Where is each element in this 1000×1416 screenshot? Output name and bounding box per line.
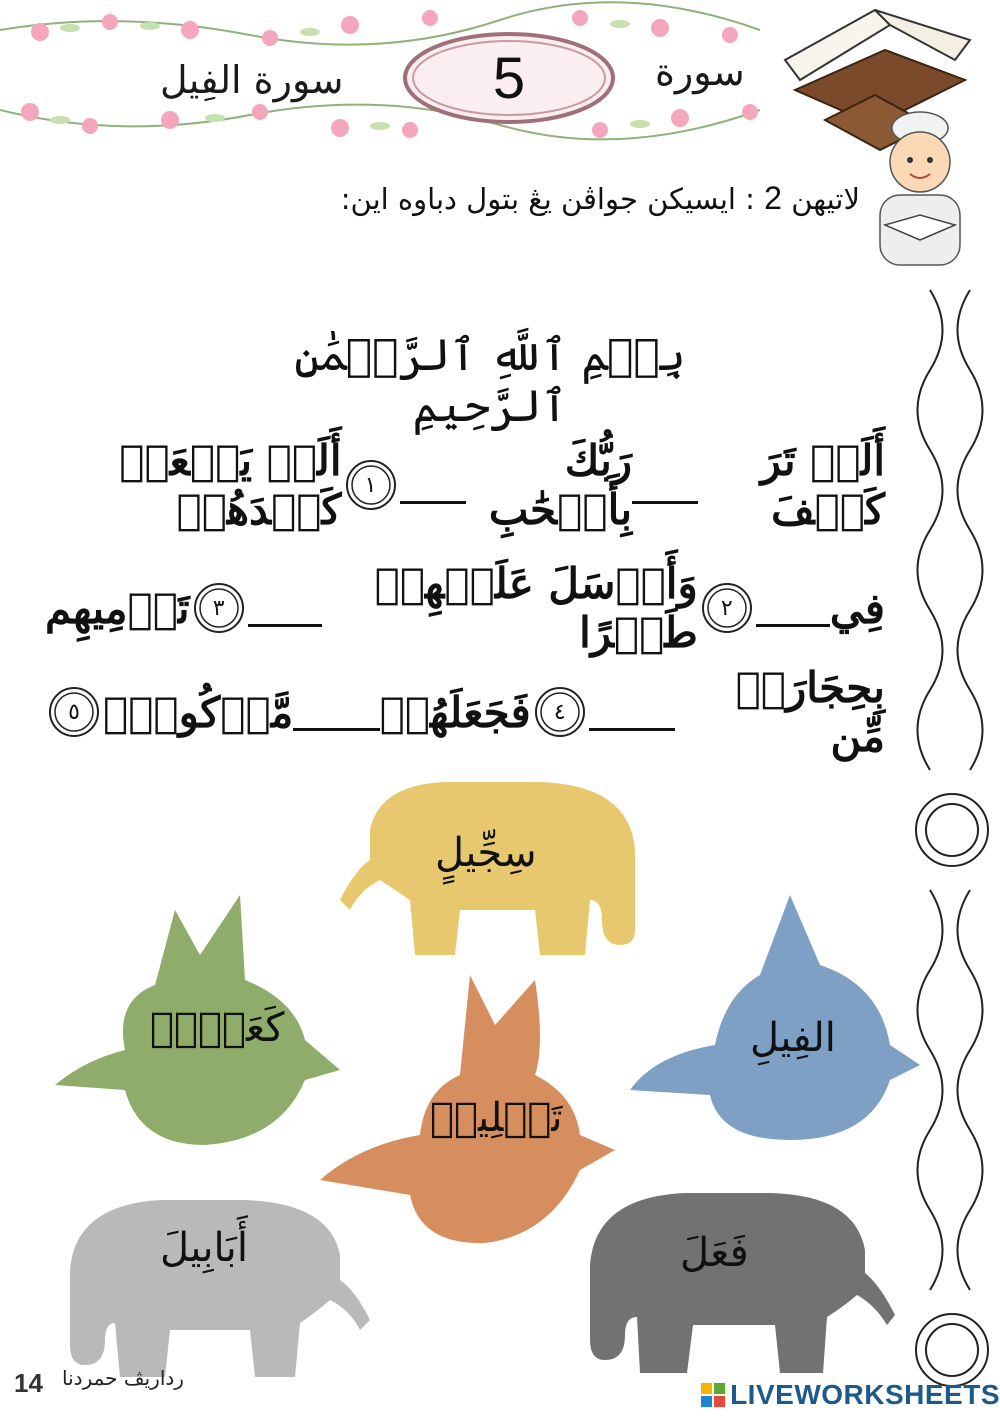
- liveworksheets-icon: [700, 1381, 726, 1409]
- answer-blank[interactable]: [293, 694, 379, 731]
- word-card-alfil[interactable]: [630, 895, 920, 1145]
- ayah-marker: [45, 683, 103, 741]
- word-card-faala[interactable]: [575, 1185, 895, 1375]
- author-text: رداريڤ حمردنا: [62, 1366, 184, 1390]
- verse-line-3: [45, 663, 885, 761]
- verse-text: أَلَمۡ يَجۡعَلۡ كَيۡدَهُمۡ: [119, 436, 342, 534]
- ayah-marker: [698, 579, 756, 637]
- instruction-colon: :: [745, 182, 755, 216]
- word-label: الفِيلِ: [750, 1015, 836, 1061]
- word-label: سِجِّيلٍ: [435, 830, 537, 876]
- page-number: 14: [14, 1368, 43, 1398]
- ayah-number: ٣: [212, 595, 225, 621]
- verse-text: أَلَمۡ تَرَ كَيۡفَ: [760, 436, 885, 534]
- elephant-shape: [575, 1185, 895, 1375]
- ayah-number: ٤: [553, 699, 566, 725]
- instruction-text: ايسيكن جواڤن يڠ بتول دباوه اين:: [340, 182, 736, 216]
- word-label: فَعَلَ: [680, 1230, 749, 1276]
- verse-text: فِي: [829, 583, 885, 633]
- verse-line-2: [45, 559, 885, 657]
- answer-blank[interactable]: [756, 590, 830, 627]
- instruction-line: [341, 180, 860, 217]
- liveworksheets-brand: LIVEWORKSHEETS: [730, 1379, 1000, 1410]
- ayah-marker: [531, 683, 589, 741]
- verse-text: بِحِجَارَةٖ مِّن: [735, 663, 885, 761]
- elephant-shape: [60, 1195, 370, 1380]
- ayah-number: ٥: [68, 699, 80, 725]
- ayah-number: ٢: [720, 595, 733, 621]
- word-label: أَبَابِيلَ: [160, 1225, 248, 1271]
- instruction-number: 2: [764, 180, 782, 216]
- verse-text: وَأَرۡسَلَ عَلَيۡهِمۡ طَيۡرًا: [374, 559, 698, 657]
- verse-text: رَبُّكَ بِأَصۡحَٰبِ: [488, 436, 633, 534]
- word-label: تَضۡلِيلٖ: [430, 1095, 563, 1141]
- calligraphy-border-decoration: [910, 270, 1000, 1400]
- verse-line-1: [45, 436, 885, 534]
- answer-blank[interactable]: [248, 590, 322, 627]
- verse-text: فَجَعَلَهُمۡ: [379, 687, 531, 737]
- instruction-prefix: لاتيهن: [791, 182, 860, 216]
- basmala: بِسۡمِ ٱللَّهِ ٱلرَّحۡمَٰنِ ٱلرَّحِيمِ: [294, 330, 686, 432]
- word-label: كَعَصۡفٖ: [150, 1005, 285, 1051]
- word-card-ababil[interactable]: [60, 1195, 370, 1380]
- word-card-kaasf[interactable]: [55, 890, 340, 1150]
- word-card-sijjil[interactable]: [340, 770, 640, 960]
- ayah-number: ١: [364, 472, 377, 498]
- ayah-marker: [342, 456, 400, 514]
- ayah-marker: [190, 579, 248, 637]
- liveworksheets-logo[interactable]: [700, 1380, 1000, 1410]
- verse-text: مَّأۡكُولِۭ: [103, 687, 294, 737]
- surah-number: 5: [492, 45, 526, 111]
- surah-label: سورة: [655, 50, 745, 94]
- answer-blank[interactable]: [400, 467, 466, 504]
- verse-text: تَرۡمِيهِم: [45, 583, 190, 633]
- answer-blank[interactable]: [632, 467, 698, 504]
- surah-name: سورة الفِيل: [160, 58, 344, 102]
- answer-blank[interactable]: [589, 694, 675, 731]
- boy-reading-illustration: [865, 110, 975, 280]
